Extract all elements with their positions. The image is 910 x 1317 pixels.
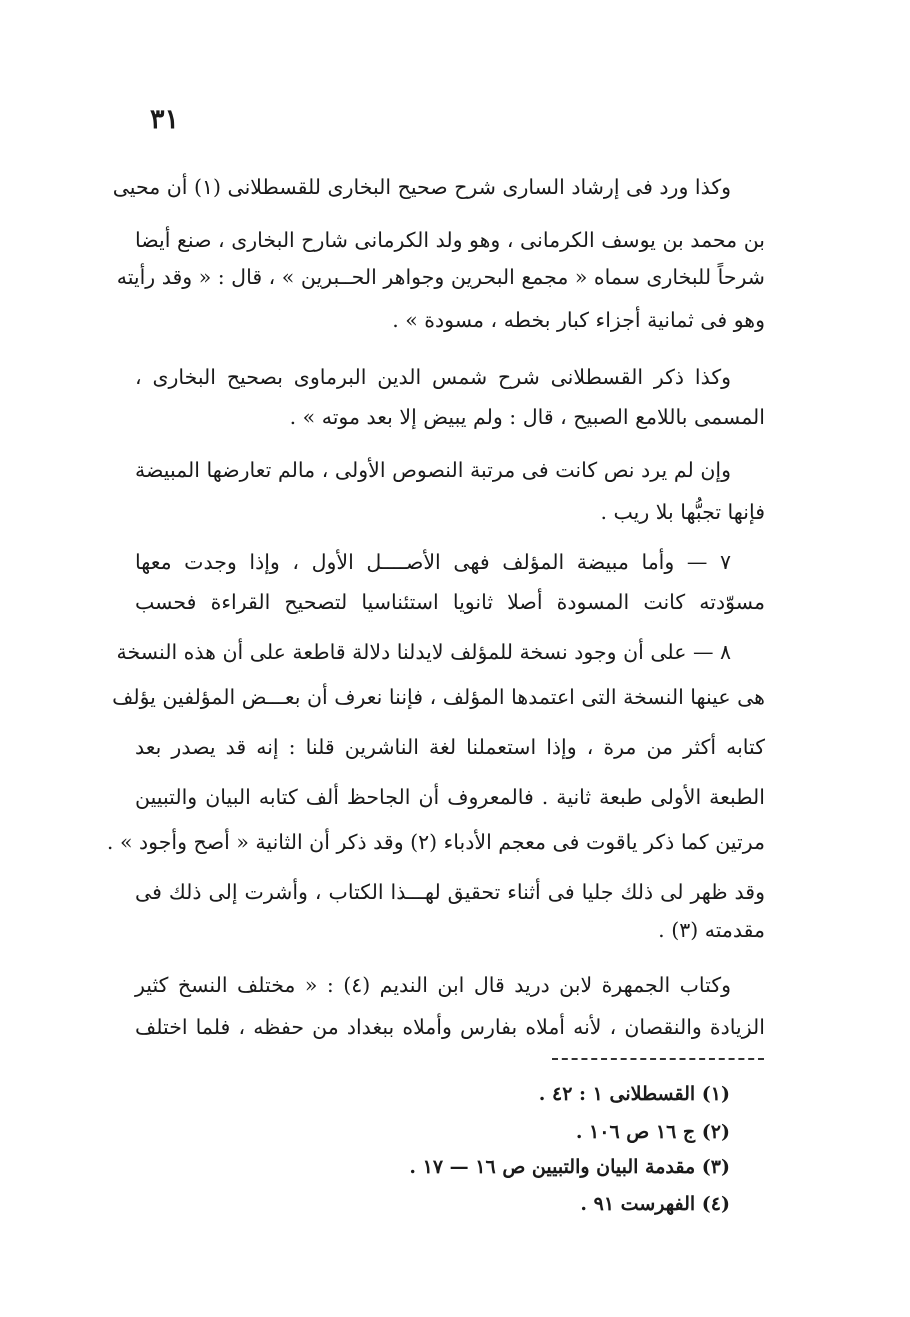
- text-line: مرتين كما ذكر ياقوت فى معجم الأدباء (٢) وقد ذكر أن الثانية « أصح وأجود » .: [106, 830, 765, 854]
- footnote: (٢) ج ١٦ ص ١٠٦ .: [575, 1121, 730, 1143]
- text-line: وقد ظهر لى ذلك جليا فى أثناء تحقيق لهـــذا الكتاب ، وأشرت إلى ذلك فى: [135, 880, 765, 904]
- text-line: هى عينها النسخة التى اعتمدها المؤلف ، فإننا نعرف أن بعـــض المؤلفين يؤلف: [112, 685, 765, 709]
- text-line: كتابه أكثر من مرة ، وإذا استعملنا لغة الناشرين قلنا : إنه قد يصدر بعد: [135, 735, 765, 759]
- text-line: مقدمته (٣) .: [658, 918, 765, 942]
- text-line: وإن لم يرد نص كانت فى مرتبة النصوص الأولى ، مالم تعارضها المبيضة: [135, 458, 731, 482]
- text-line: بن محمد بن يوسف الكرمانى ، وهو ولد الكرمانى شارح البخارى ، صنع أيضا: [135, 228, 765, 252]
- text-line: الطبعة الأولى طبعة ثانية . فالمعروف أن الجاحظ ألف كتابه البيان والتبيين: [135, 785, 765, 809]
- text-line: شرحاً للبخارى سماه « مجمع البحرين وجواهر الحــبرين » ، قال : « وقد رأيته: [116, 265, 765, 289]
- text-line: وكتاب الجمهرة لابن دريد قال ابن النديم (٤) : « مختلف النسخ كثير: [135, 973, 731, 997]
- text-line: وهو فى ثمانية أجزاء كبار بخطه ، مسودة » .: [392, 308, 765, 332]
- page-number: ٣١: [150, 104, 180, 135]
- footnote: (١) القسطلانى ١ : ٤٢ .: [538, 1083, 730, 1105]
- text-line: فإنها تجبُّها بلا ريب .: [600, 500, 765, 524]
- text-line: وكذا ورد فى إرشاد السارى شرح صحيح البخارى للقسطلانى (١) أن محيى: [112, 175, 731, 199]
- text-line: ٧ — وأما مبيضة المؤلف فهى الأصــــل الأول ، وإذا وجدت معها: [135, 550, 731, 574]
- text-line: المسمى باللامع الصبيح ، قال : ولم يبيض إلا بعد موته » .: [289, 405, 765, 429]
- text-line: الزيادة والنقصان ، لأنه أملاه بفارس وأملاه ببغداد من حفظه ، فلما اختلف: [135, 1015, 765, 1039]
- footnote: (٣) مقدمة البيان والتبيين ص ١٦ — ١٧ .: [409, 1156, 730, 1178]
- text-line: ٨ — على أن وجود نسخة للمؤلف لايدلنا دلالة قاطعة على أن هذه النسخة: [116, 640, 731, 664]
- text-line: مسوّدته كانت المسودة أصلا ثانويا استئناسيا لتصحيح القراءة فحسب: [135, 590, 765, 614]
- text-line: وكذا ذكر القسطلانى شرح شمس الدين البرماوى بصحيح البخارى ،: [135, 365, 731, 389]
- footnote: (٤) الفهرست ٩١ .: [580, 1193, 730, 1215]
- footnote-separator: [552, 1058, 764, 1060]
